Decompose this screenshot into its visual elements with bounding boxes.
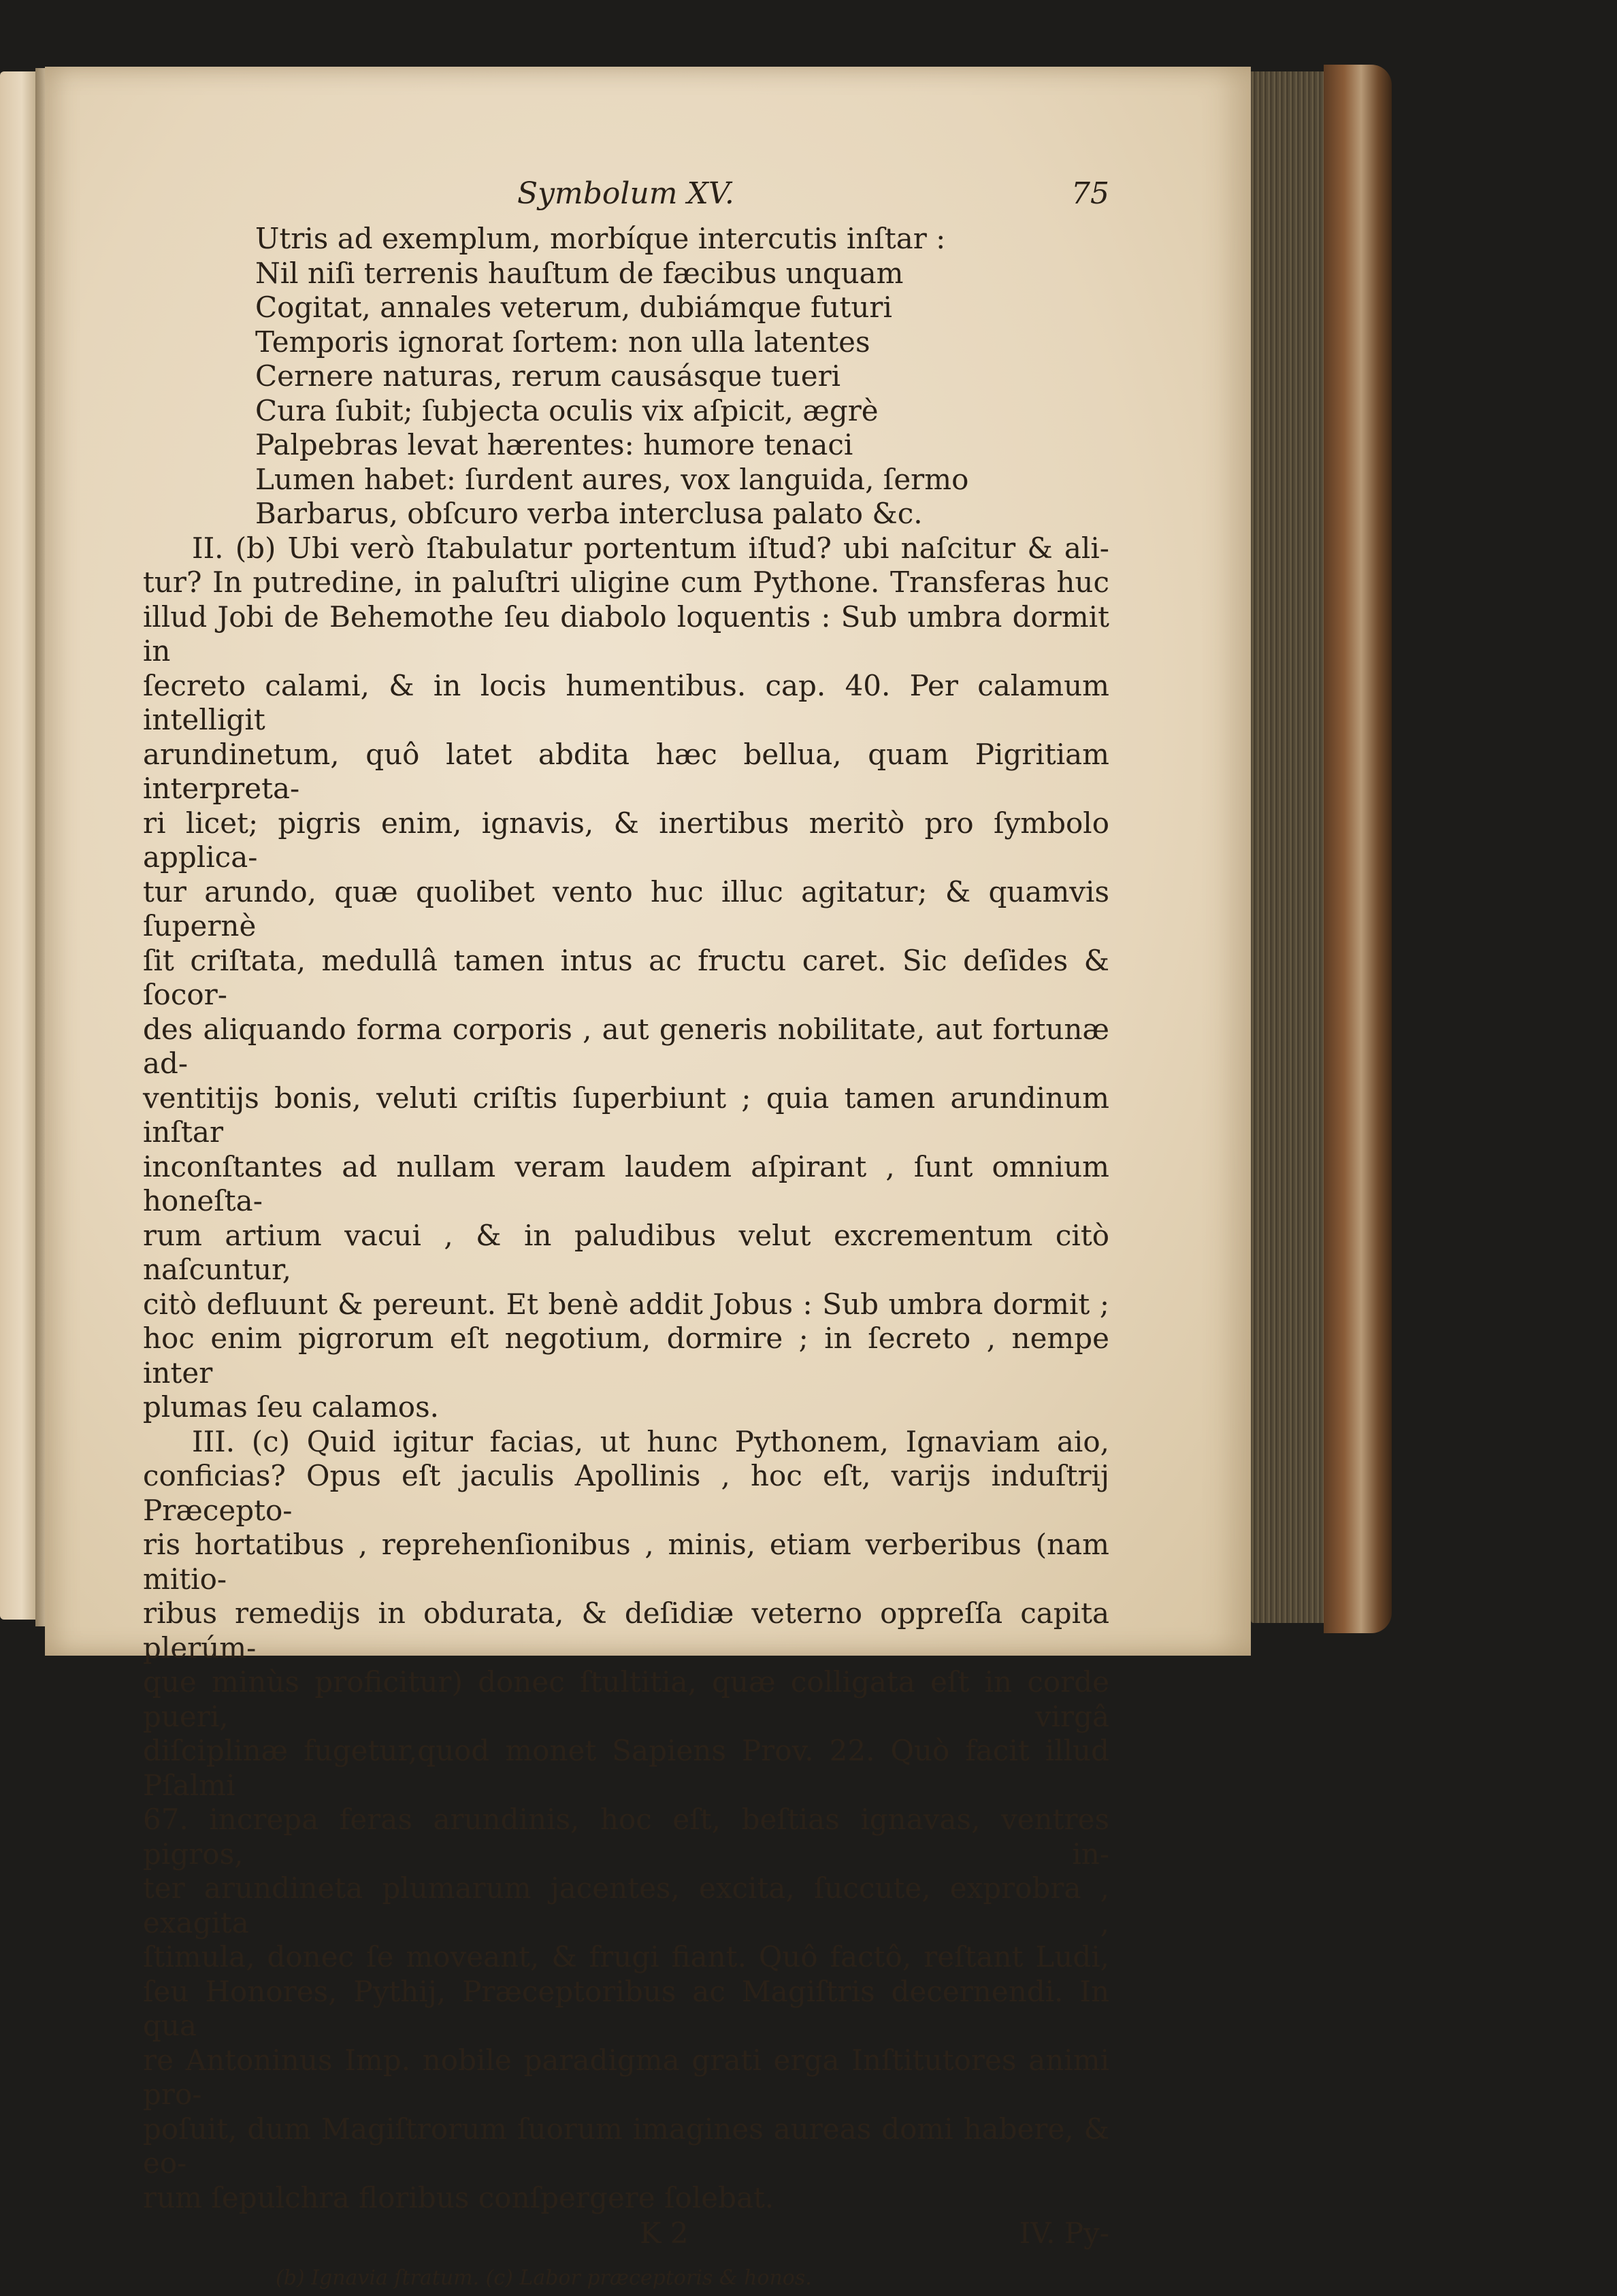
text-line: diſciplinæ fugetur,quod monet Sapiens Prov. 22. Quò facit illud Pſalmi	[143, 1734, 1109, 1802]
text-line: ventitijs bonis, veluti criſtis ſuperbiunt ; quia tamen arundinum inſtar	[143, 1081, 1109, 1149]
text-line: ſit criſtata, medullâ tamen intus ac fructu caret. Sic deſides & ſocor-	[143, 943, 1109, 1011]
text-line: rum artium vacui , & in paludibus velut excrementum citò naſcuntur,	[143, 1218, 1109, 1286]
text-line: que minùs proficitur) donec ſtultitia, quæ colligata eſt in corde pueri, virgâ	[143, 1665, 1109, 1733]
text-line: plumas ſeu calamos.	[143, 1390, 439, 1424]
paragraph-iii	[143, 1425, 1109, 2216]
verse-line: Temporis ignorat ſortem: non ulla latentes	[255, 325, 870, 359]
page-fore-edge	[1251, 71, 1329, 1623]
text-line: citò defluunt & pereunt. Et benè addit Jobus : Sub umbra dormit ;	[143, 1287, 1109, 1321]
text-line: illud Jobi de Behemothe ſeu diabolo loquentis : Sub umbra dormit in	[143, 600, 1109, 668]
text-line: ſecreto calami, & in locis humentibus. cap. 40. Per calamum intelligit	[143, 668, 1109, 736]
verse-line: Cernere naturas, rerum causásque tueri	[255, 359, 841, 393]
text-line: 67. increpa feras arundinis, hoc eſt, beſtias ignavas, ventres pigros, in-	[143, 1803, 1109, 1871]
signature-mark: K 2	[640, 2216, 689, 2250]
text-line: ribus remedijs in obdurata, & deſidiæ veterno oppreſſa capita plerúm-	[143, 1596, 1109, 1664]
text-line: ri licet; pigris enim, ignavis, & inertibus meritò pro ſymbolo applica-	[143, 806, 1109, 874]
page-header	[143, 177, 1109, 218]
running-title: Symbolum XV.	[517, 176, 734, 211]
verse-line: Nil niſi terrenis hauſtum de fæcibus unquam	[255, 256, 904, 290]
verse-line: Utris ad exemplum, morbíque intercutis inſtar :	[255, 222, 946, 255]
verse-line: Lumen habet: ſurdent aures, vox languida, ſermo	[255, 462, 969, 496]
page-text	[143, 177, 1109, 2296]
catchword: IV. Py-	[1019, 2216, 1109, 2250]
text-line: tur arundo, quæ quolibet vento huc illuc agitatur; & quamvis ſupernè	[143, 874, 1109, 942]
text-line: des aliquando forma corporis , aut generis nobilitate, aut fortunæ ad-	[143, 1012, 1109, 1080]
verse-line: Barbarus, obſcuro verba interclusa palato &c.	[255, 497, 923, 530]
text-line: poſuit, dum Magiſtrorum ſuorum imagines aureas domi habere, & eo-	[143, 2112, 1109, 2180]
text-line: ſtimula, donec ſe moveant, & frugi fiant. Quô factô, reſtant Ludi,	[143, 1940, 1109, 1973]
text-line: conficias? Opus eſt jaculis Apollinis , hoc eſt, varijs induſtrij Præcepto-	[143, 1459, 1109, 1527]
text-line: hoc enim pigrorum eſt negotium, dormire ; in ſecreto , nempe inter	[143, 1322, 1109, 1390]
text-line: II. (b) Ubi verò ſtabulatur portentum iſtud? ubi naſcitur & ali-	[192, 531, 1109, 565]
text-line: ter arundineta plumarum jacentes, excita, ſuccute, exprobra , exagita ,	[143, 1871, 1109, 1939]
text-line: III. (c) Quid igitur facias, ut hunc Pythonem, Ignaviam aio,	[192, 1424, 1109, 1458]
verse-line: Cura ſubit; ſubjecta oculis vix aſpicit, ægrè	[255, 393, 879, 427]
paragraph-ii	[143, 531, 1109, 1425]
page-footer	[143, 2216, 1109, 2257]
text-line: re Antoninus Imp. nobile paradigma grati erga Inſtitutores animi pro-	[143, 2043, 1109, 2111]
text-line: ris hortatibus , reprehenſionibus , minis, etiam verberibus (nam mitio-	[143, 1528, 1109, 1596]
page-number: 75	[1071, 176, 1109, 211]
text-line: rum ſepulchra floribus conſpergere ſolebat.	[143, 2180, 774, 2214]
verse-line: Palpebras levat hærentes: humore tenaci	[255, 428, 853, 461]
left-page-edge	[0, 71, 39, 1620]
verse-block	[255, 222, 1109, 531]
text-line: tur? In putredine, in paluſtri uligine cum Pythone. Transferas huc	[143, 565, 1109, 599]
book-cover-edge	[1324, 65, 1392, 1633]
text-line: ſeu Honores, Pythij, Præceptoribus ac Magiſtris decernendi. In qua	[143, 1974, 1109, 2042]
text-line: arundinetum, quô latet abdita hæc bellua, quam Pigritiam interpreta-	[143, 737, 1109, 805]
footnotes: (b) Ignavia ſtratum. (c) Labor præceptoris & honos.	[276, 2266, 812, 2290]
text-line: inconſtantes ad nullam veram laudem aſpirant , ſunt omnium honeſta-	[143, 1149, 1109, 1217]
verse-line: Cogitat, annales veterum, dubiámque futuri	[255, 291, 892, 324]
